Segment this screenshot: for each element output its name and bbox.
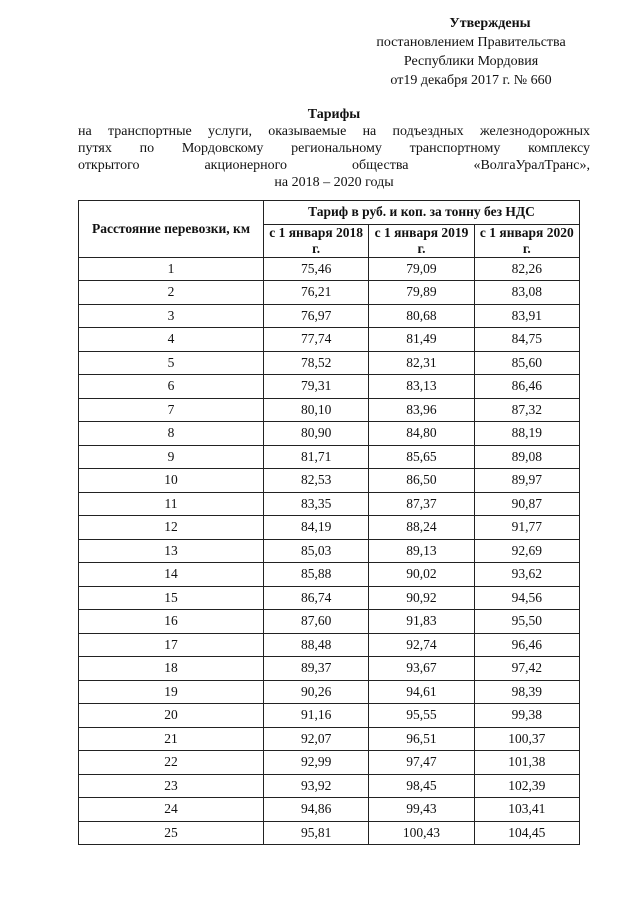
distance-cell: 6 — [79, 375, 264, 399]
distance-cell: 21 — [79, 727, 264, 751]
tariff-cell: 83,96 — [369, 398, 474, 422]
tariff-cell: 89,37 — [264, 657, 369, 681]
distance-cell: 23 — [79, 774, 264, 798]
tariff-cell: 100,43 — [369, 821, 474, 845]
tariff-table-body — [79, 257, 580, 845]
tariff-cell: 93,92 — [264, 774, 369, 798]
approval-line-2: Республики Мордовия — [403, 54, 539, 69]
tariff-cell: 88,24 — [369, 516, 474, 540]
tariff-cell: 80,68 — [369, 304, 474, 328]
title-line-1: на транспортные услуги, оказываемые на подъездных железнодорожных — [78, 124, 590, 139]
distance-cell: 13 — [79, 539, 264, 563]
table-row — [79, 281, 580, 305]
tariff-cell: 82,53 — [264, 469, 369, 493]
distance-cell: 9 — [79, 445, 264, 469]
distance-cell: 11 — [79, 492, 264, 516]
tariff-cell: 85,03 — [264, 539, 369, 563]
table-row — [79, 751, 580, 775]
title-line-4: на 2018 – 2020 годы — [274, 175, 394, 190]
tariff-cell: 95,81 — [264, 821, 369, 845]
tariff-cell: 89,97 — [474, 469, 579, 493]
tariff-cell: 92,99 — [264, 751, 369, 775]
tariff-cell: 90,26 — [264, 680, 369, 704]
distance-cell: 25 — [79, 821, 264, 845]
tariff-cell: 93,67 — [369, 657, 474, 681]
tariff-cell: 90,87 — [474, 492, 579, 516]
distance-cell: 1 — [79, 257, 264, 281]
table-row — [79, 633, 580, 657]
header-date-2019: с 1 января 2019 г. — [369, 224, 474, 257]
tariff-cell: 92,74 — [369, 633, 474, 657]
tariff-cell: 94,56 — [474, 586, 579, 610]
tariff-cell: 100,37 — [474, 727, 579, 751]
tariff-cell: 83,13 — [369, 375, 474, 399]
tariff-cell: 91,77 — [474, 516, 579, 540]
tariff-cell: 98,39 — [474, 680, 579, 704]
tariff-cell: 86,50 — [369, 469, 474, 493]
tariff-cell: 87,60 — [264, 610, 369, 634]
tariff-cell: 86,74 — [264, 586, 369, 610]
tariff-cell: 98,45 — [369, 774, 474, 798]
table-row — [79, 821, 580, 845]
table-row — [79, 398, 580, 422]
distance-cell: 22 — [79, 751, 264, 775]
distance-cell: 16 — [79, 610, 264, 634]
table-row — [79, 375, 580, 399]
tariff-cell: 91,83 — [369, 610, 474, 634]
tariff-cell: 78,52 — [264, 351, 369, 375]
tariff-cell: 87,32 — [474, 398, 579, 422]
table-row — [79, 563, 580, 587]
approval-block — [360, 14, 582, 90]
tariff-cell: 92,07 — [264, 727, 369, 751]
distance-cell: 5 — [79, 351, 264, 375]
table-row — [79, 539, 580, 563]
tariff-cell: 99,43 — [369, 798, 474, 822]
tariff-cell: 91,16 — [264, 704, 369, 728]
title-main: Тарифы — [307, 107, 361, 122]
table-row — [79, 798, 580, 822]
tariff-cell: 85,88 — [264, 563, 369, 587]
table-row — [79, 469, 580, 493]
tariff-cell: 76,97 — [264, 304, 369, 328]
approval-line-3: от19 декабря 2017 г. № 660 — [390, 73, 552, 88]
distance-cell: 2 — [79, 281, 264, 305]
tariff-table — [78, 200, 580, 845]
table-row — [79, 328, 580, 352]
table-row — [79, 727, 580, 751]
distance-cell: 17 — [79, 633, 264, 657]
tariff-cell: 96,46 — [474, 633, 579, 657]
tariff-cell: 89,13 — [369, 539, 474, 563]
tariff-cell: 85,65 — [369, 445, 474, 469]
tariff-cell: 96,51 — [369, 727, 474, 751]
tariff-cell: 83,91 — [474, 304, 579, 328]
tariff-cell: 80,10 — [264, 398, 369, 422]
tariff-cell: 76,21 — [264, 281, 369, 305]
tariff-cell: 84,80 — [369, 422, 474, 446]
tariff-cell: 87,37 — [369, 492, 474, 516]
tariff-cell: 92,69 — [474, 539, 579, 563]
approval-line-1: постановлением Правительства — [376, 35, 566, 50]
table-row — [79, 422, 580, 446]
tariff-cell: 94,61 — [369, 680, 474, 704]
tariff-cell: 90,92 — [369, 586, 474, 610]
distance-cell: 18 — [79, 657, 264, 681]
distance-cell: 15 — [79, 586, 264, 610]
distance-cell: 4 — [79, 328, 264, 352]
distance-cell: 8 — [79, 422, 264, 446]
tariff-cell: 84,19 — [264, 516, 369, 540]
header-tariff-group: Тариф в руб. и коп. за тонну без НДС — [264, 201, 580, 225]
table-row — [79, 586, 580, 610]
title-line-2: путях по Мордовскому региональному транспортному комплексу — [78, 141, 590, 156]
tariff-cell: 84,75 — [474, 328, 579, 352]
tariff-cell: 88,48 — [264, 633, 369, 657]
tariff-cell: 97,42 — [474, 657, 579, 681]
table-row — [79, 657, 580, 681]
table-row — [79, 492, 580, 516]
distance-cell: 12 — [79, 516, 264, 540]
tariff-cell: 82,31 — [369, 351, 474, 375]
tariff-cell: 77,74 — [264, 328, 369, 352]
tariff-cell: 93,62 — [474, 563, 579, 587]
tariff-cell: 99,38 — [474, 704, 579, 728]
approval-heading: Утверждены — [449, 16, 531, 31]
document-title — [78, 106, 590, 191]
distance-cell: 20 — [79, 704, 264, 728]
tariff-cell: 101,38 — [474, 751, 579, 775]
distance-cell: 14 — [79, 563, 264, 587]
table-row — [79, 257, 580, 281]
tariff-cell: 103,41 — [474, 798, 579, 822]
tariff-cell: 88,19 — [474, 422, 579, 446]
tariff-cell: 80,90 — [264, 422, 369, 446]
tariff-cell: 89,08 — [474, 445, 579, 469]
table-row — [79, 351, 580, 375]
table-row — [79, 704, 580, 728]
tariff-cell: 104,45 — [474, 821, 579, 845]
tariff-cell: 75,46 — [264, 257, 369, 281]
table-row — [79, 304, 580, 328]
tariff-cell: 97,47 — [369, 751, 474, 775]
header-distance: Расстояние перевозки, км — [79, 201, 264, 258]
tariff-cell: 94,86 — [264, 798, 369, 822]
tariff-cell: 85,60 — [474, 351, 579, 375]
tariff-cell: 86,46 — [474, 375, 579, 399]
distance-cell: 3 — [79, 304, 264, 328]
tariff-cell: 81,49 — [369, 328, 474, 352]
tariff-cell: 90,02 — [369, 563, 474, 587]
header-date-2020: с 1 января 2020 г. — [474, 224, 579, 257]
tariff-cell: 79,89 — [369, 281, 474, 305]
tariff-cell: 95,55 — [369, 704, 474, 728]
tariff-cell: 82,26 — [474, 257, 579, 281]
distance-cell: 19 — [79, 680, 264, 704]
header-date-2018: с 1 января 2018 г. — [264, 224, 369, 257]
table-row — [79, 445, 580, 469]
tariff-cell: 95,50 — [474, 610, 579, 634]
distance-cell: 24 — [79, 798, 264, 822]
table-row — [79, 680, 580, 704]
tariff-cell: 79,09 — [369, 257, 474, 281]
table-row — [79, 774, 580, 798]
tariff-cell: 83,35 — [264, 492, 369, 516]
distance-cell: 10 — [79, 469, 264, 493]
tariff-cell: 81,71 — [264, 445, 369, 469]
tariff-cell: 102,39 — [474, 774, 579, 798]
title-line-3: открытого акционерного общества «ВолгаУралТранс», — [78, 158, 590, 173]
tariff-cell: 79,31 — [264, 375, 369, 399]
tariff-cell: 83,08 — [474, 281, 579, 305]
table-row — [79, 610, 580, 634]
table-row — [79, 516, 580, 540]
distance-cell: 7 — [79, 398, 264, 422]
